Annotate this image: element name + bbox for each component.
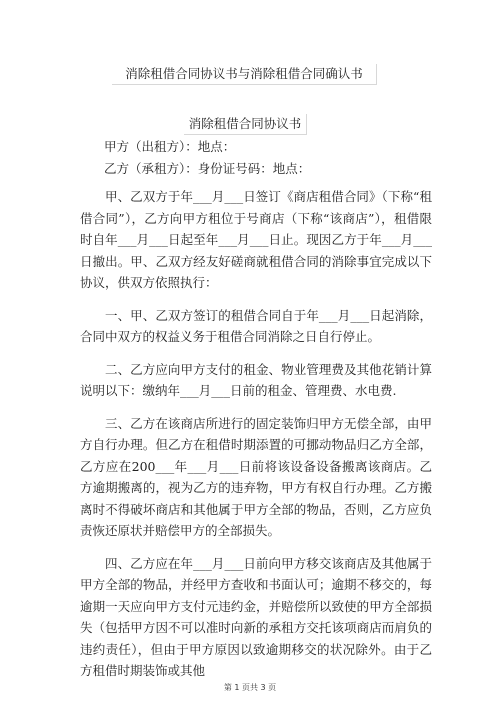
party-b-line: 乙方（承租方）：身份证号码：地点：: [104, 161, 311, 176]
paragraph-intro: 甲、乙双方于年___月___日签订《商店租借合同》（下称“租借合同”），乙方向甲方租位于号商店（下称“该商店”），租借限时自年___月___日起至年___月___日止。现因乙方于年___月___日撤出。甲、乙双方经友好磋商就租借合同的消除事宜完成以下协议，供双方依照执行：: [80, 189, 432, 290]
paragraph-clause-1: 一、甲、乙双方签订的租借合同自于年___月___日起消除，合同中双方的权益义务于租借合同消除之日自行停止。: [80, 307, 432, 344]
page-number-footer: 第 1 页共 3 页: [223, 683, 277, 692]
paragraph-clause-4: 四、乙方应在年___月___日前向甲方移交该商店及其他属于甲方全部的物品，并经甲方查收和书面认可；逾期不移交的，每逾期一天应向甲方支付元违约金，并赔偿所以致使的甲方全部损失（包括甲方因不可以准时向新的承租方交托该项商店而肩负的违约责任），但由于甲方原因以致逾期移交的状况除外。由于乙方租借时期装饰或其他: [80, 555, 432, 678]
document-body: [80, 186, 432, 693]
paragraph-clause-2: 二、乙方应向甲方支付的租金、物业管理费及其他花销计算说明以下：缴纳年___月___日前的租金、管理费、水电费.: [80, 361, 432, 398]
document-title: 消除租借合同协议书与消除租借合同确认书: [112, 64, 377, 85]
party-a-line: 甲方（出租方）：地点：: [104, 139, 236, 154]
paragraph-clause-3: 三、乙方在该商店所进行的固定装饰归甲方无偿全部，由甲方自行办理。但乙方在租借时期添置的可挪动物品归乙方全部，乙方应在200___年___月___日前将该设备设备搬离该商店。乙方逾期搬离的，视为乙方的违弃物，甲方有权自行办理。乙方搬离时不得破坏商店和其他属于甲方全部的物品，否则，乙方应负责恢还原状并赔偿甲方的全部损失。: [80, 415, 432, 538]
agreement-title: 消除租借合同协议书: [184, 114, 307, 135]
